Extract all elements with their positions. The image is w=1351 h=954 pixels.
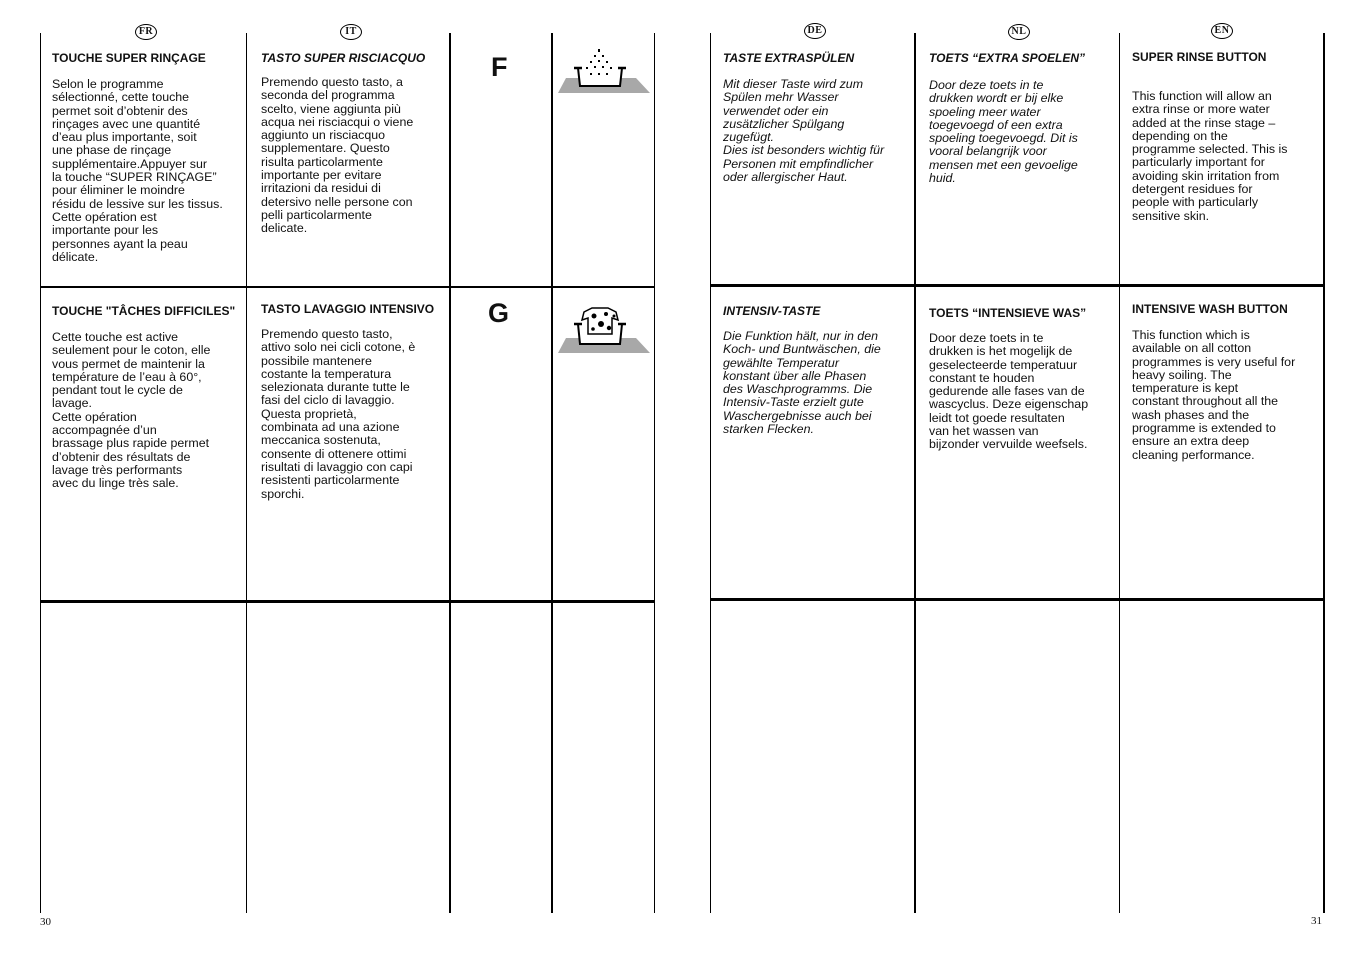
- page-number: 30: [40, 916, 51, 928]
- section-heading: INTENSIV-TASTE: [723, 304, 821, 318]
- grid-line: [1119, 33, 1120, 913]
- section-heading: TOUCHE SUPER RINÇAGE: [52, 51, 206, 65]
- section-heading: TASTO LAVAGGIO INTENSIVO: [261, 302, 435, 316]
- section-heading: SUPER RINSE BUTTON: [1132, 50, 1267, 64]
- intensive-wash-basin-icon: [556, 304, 652, 356]
- section-body: Door deze toets in te drukken wordt er bij elke spoeling meer water toegevoegd of een extra spoeling toegevoegd. Dit is vooral belangrijk voor mensen met een gevoelige huid.: [929, 78, 1078, 186]
- grid-line: [449, 33, 451, 913]
- lang-badge-de: DE: [804, 23, 826, 39]
- row-divider: [40, 286, 654, 288]
- lang-badge-it: IT: [340, 24, 362, 40]
- grid-line: [551, 33, 553, 913]
- grid-line: [1323, 33, 1325, 913]
- row-divider: [710, 284, 1325, 287]
- section-heading: TOETS “EXTRA SPOELEN”: [929, 51, 1086, 65]
- section-body: This function which is available on all cotton programmes is very useful for heavy soiling. The temperature is kept constant throughout all the wash phases and the programme is extended to ensure an extra deep cleaning performance.: [1132, 328, 1296, 462]
- section-body: Door deze toets in te drukken is het mogelijk de geselecteerde temperatuur constant te houden gedurende alle fases van de wascyclus. Deze eigenschap leidt tot goede resultaten van het wassen van bijzonder vervuilde weefsels.: [929, 331, 1089, 452]
- button-letter: G: [488, 298, 510, 328]
- section-body: Mit dieser Taste wird zum Spülen mehr Wasser verwendet oder ein zusätzlicher Spülgang zugefügt. Dies ist besonders wichtig für Personen mit empfindlicher oder allergischer Haut.: [723, 77, 885, 185]
- section-heading: TASTE EXTRASPÜLEN: [723, 51, 855, 65]
- grid-line: [914, 33, 916, 913]
- row-divider: [40, 600, 654, 603]
- button-letter: F: [491, 52, 508, 82]
- section-body: Selon le programme sélectionné, cette touche permet soit d’obtenir des rinçages avec une quantité d’eau plus importante, soit une phase de rinçage supplémentaire.Appuyer sur la touche “SUPER RINÇAGE” pour éliminer le moindre résidu de lessive sur les tissus. Cette opération est importante pour les personnes ayant la peau délicate.: [52, 77, 223, 264]
- section-body: Cette touche est active seulement pour le coton, elle vous permet de maintenir la température de l’eau à 60°, pendant tout le cycle de lavage. Cette opération accompagnée d’un brassage plus rapide permet d’obtenir des résultats de lavage très performants avec du linge très sale.: [52, 330, 211, 491]
- section-heading: TOUCHE "TÂCHES DIFFICILES": [52, 304, 236, 318]
- lang-badge-nl: NL: [1008, 24, 1030, 40]
- section-heading: TOETS “INTENSIEVE WAS”: [929, 306, 1087, 320]
- row-divider: [710, 598, 1325, 601]
- section-heading: INTENSIVE WASH BUTTON: [1132, 302, 1288, 316]
- section-heading: TASTO SUPER RISCIACQUO: [261, 51, 426, 65]
- grid-line: [654, 33, 655, 913]
- super-rinse-basin-icon: [556, 46, 652, 96]
- lang-badge-fr: FR: [135, 24, 157, 40]
- section-body: This function will allow an extra rinse or more water added at the rinse stage – depending on the programme selected. This is particularly important for avoiding skin irritation from detergent residues for people with particularly sensitive skin.: [1132, 89, 1288, 223]
- section-body: Die Funktion hält, nur in den Koch- und Buntwäschen, die gewählte Temperatur konstant über alle Phasen des Waschprogramms. Die Intensiv-Taste erzielt gute Waschergebnisse auch bei starken Flecken.: [723, 329, 881, 437]
- lang-badge-en: EN: [1211, 23, 1233, 39]
- grid-line: [40, 33, 41, 913]
- grid-line: [246, 33, 247, 913]
- grid-line: [710, 33, 711, 913]
- page-number: 31: [1311, 915, 1322, 927]
- section-body: Premendo questo tasto, attivo solo nei cicli cotone, è possibile mantenere costante la temperatura selezionata durante tutte le fasi del ciclo di lavaggio. Questa proprietà, combinata ad una azione meccanica sostenuta, consente di ottenere ottimi risultati di lavaggio con capi resistenti particolarmente sporchi.: [261, 327, 416, 501]
- section-body: Premendo questo tasto, a seconda del programma scelto, viene aggiunta più acqua nei risciacqui o viene aggiunto un risciacquo supplementare. Questo risulta particolarmente importante per evitare irritazioni da residui di detersivo nelle persone con pelli particolarmente delicate.: [261, 75, 414, 236]
